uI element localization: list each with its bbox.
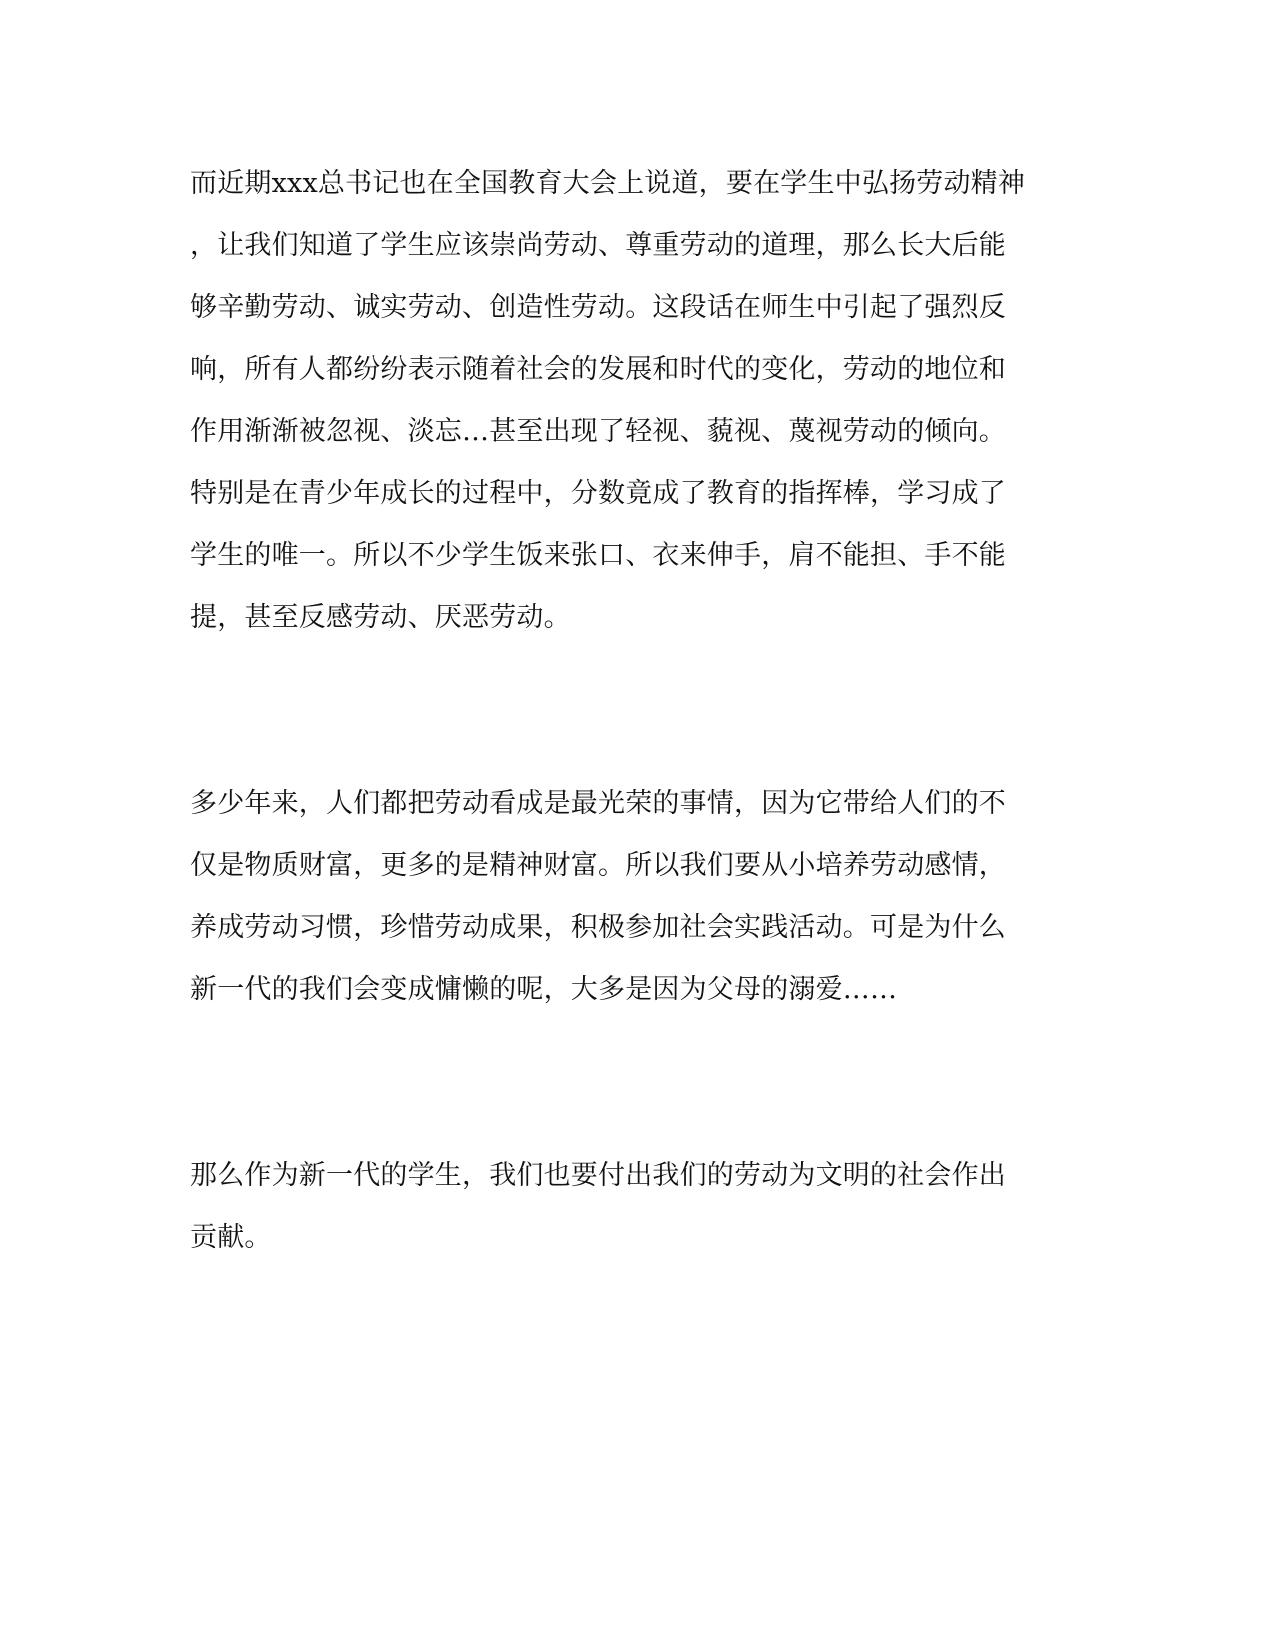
text-line: 响，所有人都纷纷表示随着社会的发展和时代的变化，劳动的地位和 xyxy=(190,354,1006,385)
text-line: 作用渐渐被忽视、淡忘…甚至出现了轻视、藐视、蔑视劳动的倾向。 xyxy=(190,416,1006,447)
text-line: 那么作为新一代的学生，我们也要付出我们的劳动为文明的社会作出 xyxy=(190,1160,1006,1191)
text-line: 养成劳动习惯，珍惜劳动成果，积极参加社会实践活动。可是为什么 xyxy=(190,912,1006,943)
text-line: 多少年来，人们都把劳动看成是最光荣的事情，因为它带给人们的不 xyxy=(190,788,1006,819)
text-line: 特别是在青少年成长的过程中，分数竟成了教育的指挥棒，学习成了 xyxy=(190,478,1006,509)
text-line: 够辛勤劳动、诚实劳动、创造性劳动。这段话在师生中引起了强烈反 xyxy=(190,292,1006,323)
text-line: 新一代的我们会变成慵懒的呢，大多是因为父母的溺爱…… xyxy=(190,974,898,1005)
text-line: 仅是物质财富，更多的是精神财富。所以我们要从小培养劳动感情， xyxy=(190,850,1006,881)
text-line: ，让我们知道了学生应该崇尚劳动、尊重劳动的道理，那么长大后能 xyxy=(190,230,1006,261)
text-line: 学生的唯一。所以不少学生饭来张口、衣来伸手，肩不能担、手不能 xyxy=(190,540,1006,571)
text-line: 贡献。 xyxy=(190,1222,272,1253)
text-line: 而近期xxx总书记也在全国教育大会上说道，要在学生中弘扬劳动精神 xyxy=(190,168,1026,199)
text-line: 提，甚至反感劳动、厌恶劳动。 xyxy=(190,602,571,633)
